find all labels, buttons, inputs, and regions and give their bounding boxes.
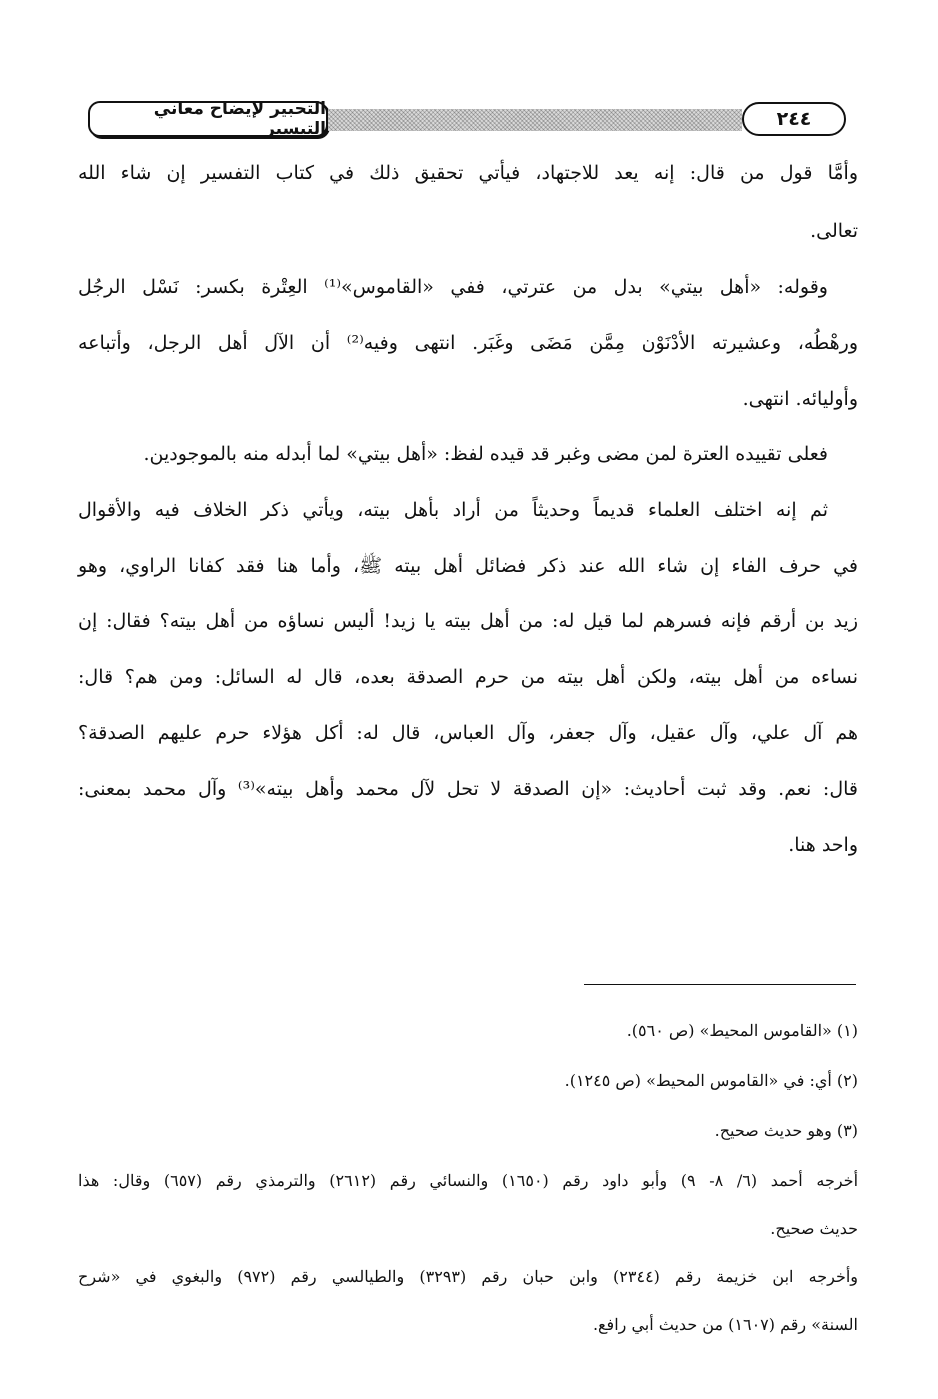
text-line-9: زيد بن أرقم فإنه فسرهم لما قيل له: من أهل بيته يا زيد! أليس نساؤه من أهل بيته؟ فقال: إن [78, 610, 858, 632]
text-line-4: ورهْطُه، وعشيرته الأدْنَوْن مِمَّن مَضَى وغَبَر. انتهى وفيه⁽²⁾ أن الآل أهل الرجل، وأتباعه [78, 332, 858, 354]
footnote-divider [584, 984, 856, 985]
book-title: التحبير لإيضاح معاني التيسير [153, 99, 326, 139]
footnote-2: (٢) أي: في «القاموس المحيط» (ص ١٢٤٥). [564, 1071, 858, 1090]
page-number-frame [742, 102, 846, 136]
text-line-1: وأمَّا قول من قال: إنه يعد للاجتهاد، فيأتي تحقيق ذلك في كتاب التفسير إن شاء الله [78, 162, 858, 184]
footnote-3-cont-2: حديث صحيح. [770, 1219, 858, 1238]
text-line-7: ثم إنه اختلف العلماء قديماً وحديثاً من أراد بأهل بيته، ويأتي ذكر الخلاف فيه والأقوال [78, 499, 828, 521]
footnote-3: (٣) وهو حديث صحيح. [714, 1121, 858, 1140]
header-pattern-band [328, 109, 742, 131]
book-title-frame [88, 101, 328, 137]
text-line-5: وأوليائه. انتهى. [742, 388, 858, 410]
text-line-10: نساءه من أهل بيته، ولكن أهل بيته من حرم الصدقة بعده، قال له السائل: ومن هم؟ قال: [78, 666, 858, 688]
footnote-3-cont-1: أخرجه أحمد (٦/ ٨- ٩) وأبو داود رقم (١٦٥٠) والنسائي رقم (٢٦١٢) والترمذي رقم (٦٥٧) وقال: هذا [78, 1171, 859, 1190]
text-line-11: هم آل علي، وآل عقيل، وآل جعفر، وآل العباس، قال له: أكل هؤلاء حرم عليهم الصدقة؟ [78, 722, 858, 744]
text-line-3: وقوله: «أهل بيتي» بدل من عترتي، ففي «القاموس»⁽¹⁾ العِتْرة بكسر: نَسْل الرجُل [78, 276, 828, 298]
footnote-3-cont-4: السنة» رقم (١٦٠٧) من حديث أبي رافع. [592, 1315, 858, 1334]
text-line-13: واحد هنا. [788, 834, 858, 856]
text-line-6: فعلى تقييده العترة لمن مضى وغبر قد قيده لفظ: «أهل بيتي» لما أبدله منه بالموجودين. [143, 443, 828, 465]
page-number: ٢٤٤ [776, 108, 812, 130]
footnote-3-cont-3: وأخرجه ابن خزيمة رقم (٢٣٤٤) وابن حبان رقم (٣٢٩٣) والطيالسي رقم (٩٧٢) والبغوي في «شرح [78, 1267, 859, 1286]
text-line-2: تعالى. [810, 220, 858, 242]
footnote-1: (١) «القاموس المحيط» (ص ٥٦٠). [626, 1021, 858, 1040]
text-line-8: في حرف الفاء إن شاء الله عند ذكر فضائل أهل بيته ﷺ، وأما هنا فقد كفانا الراوي، وهو [78, 555, 858, 577]
page-header [88, 101, 846, 141]
text-line-12: قال: نعم. وقد ثبت أحاديث: «إن الصدقة لا تحل لآل محمد وأهل بيته»⁽³⁾ وآل محمد بمعنى: [78, 778, 858, 800]
